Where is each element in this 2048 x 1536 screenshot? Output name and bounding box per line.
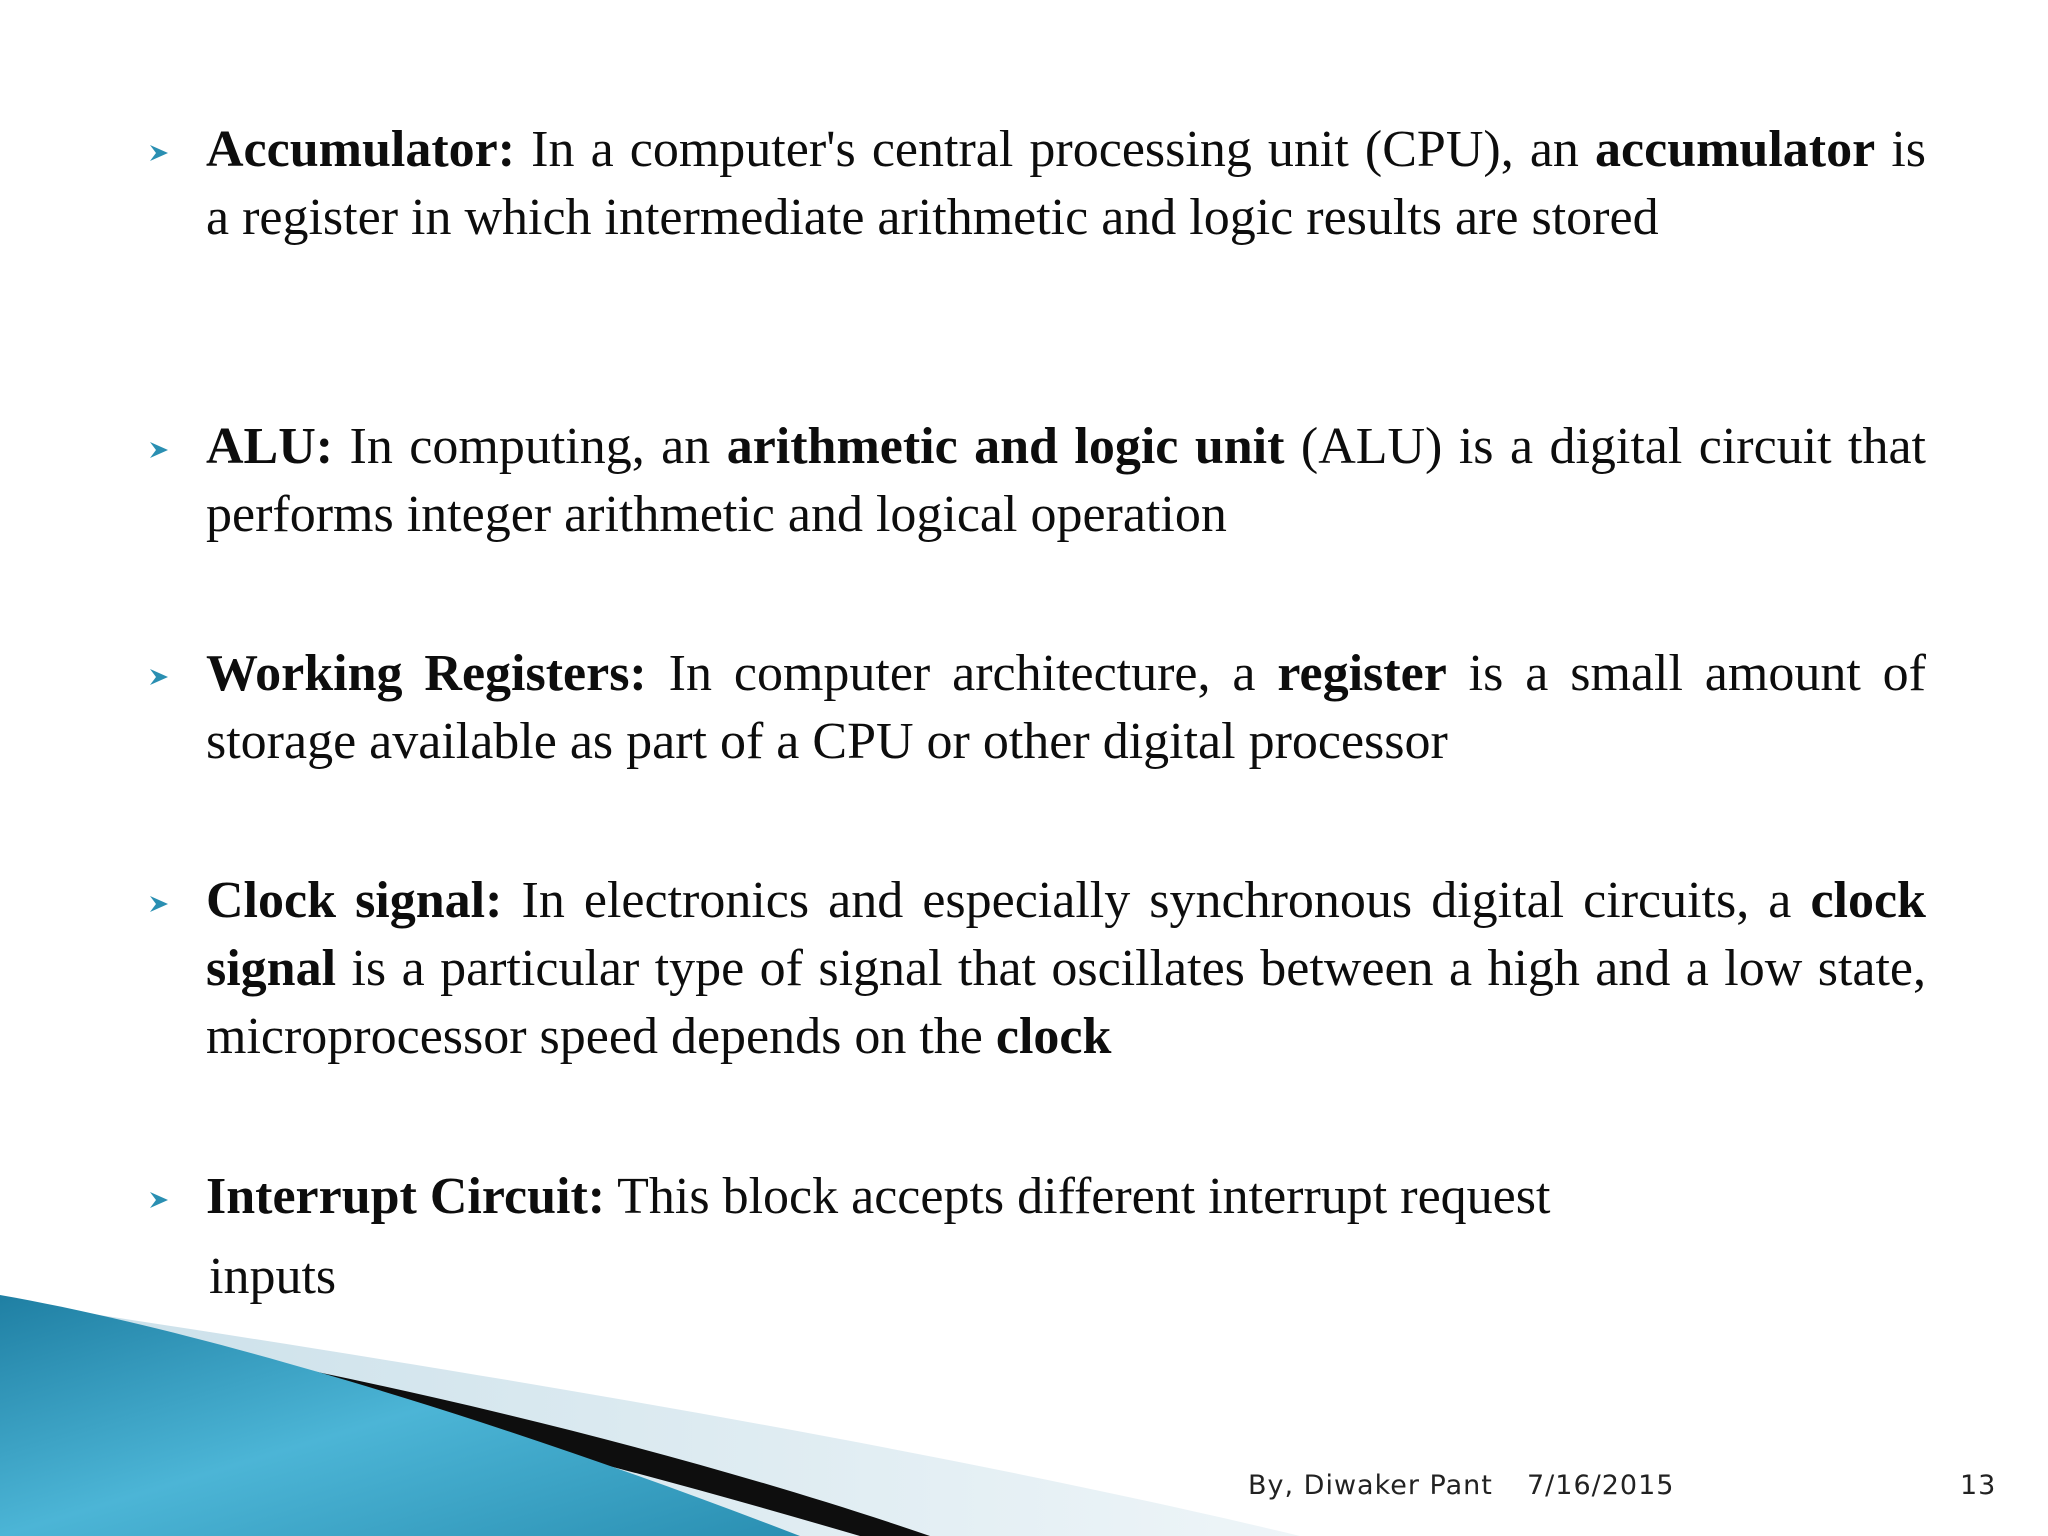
term: Clock signal: xyxy=(206,872,503,929)
interrupt-continuation-text: inputs xyxy=(209,1248,337,1305)
bullet-interrupt-circuit xyxy=(206,1163,1926,1231)
term: clock xyxy=(995,1008,1112,1065)
text: In computer architecture, a xyxy=(646,645,1278,702)
text: (ALU) is a digital circuit that performs integer arithmetic and logical operation xyxy=(206,418,1926,543)
bullet-alu xyxy=(206,413,1926,549)
term: Working Registers: xyxy=(206,645,647,702)
arrow-bullet-icon xyxy=(148,142,170,164)
term: register xyxy=(1277,645,1447,702)
bullet-working-registers xyxy=(206,640,1926,776)
arrow-bullet-icon xyxy=(148,893,170,915)
text: is a particular type of signal that oscillates between a high and a low state, microprocessor speed depends on the xyxy=(206,940,1926,1065)
footer-page-number: 13 xyxy=(1960,1470,1997,1501)
footer-author: By, Diwaker Pant xyxy=(1248,1470,1493,1501)
bullet-accumulator xyxy=(206,116,1926,252)
arrow-bullet-icon xyxy=(148,439,170,461)
text: In electronics and especially synchronous digital circuits, a xyxy=(502,872,1811,929)
footer-date: 7/16/2015 xyxy=(1527,1470,1675,1501)
text: In a computer's central processing unit (CPU), an xyxy=(515,121,1596,178)
text: In computing, an xyxy=(333,418,727,475)
text: This block accepts different interrupt request xyxy=(605,1168,1551,1225)
bullet-clock-signal xyxy=(206,867,1926,1071)
arrow-bullet-icon xyxy=(148,1189,170,1211)
term: Interrupt Circuit: xyxy=(206,1168,606,1225)
term: Accumulator: xyxy=(206,121,516,178)
text: is a small amount of storage available as part of a CPU or other digital processor xyxy=(206,645,1926,770)
arrow-bullet-icon xyxy=(148,666,170,688)
text: is a register in which intermediate arithmetic and logic results are stored xyxy=(206,121,1926,246)
term: clock signal xyxy=(206,872,1926,997)
term: arithmetic and logic unit xyxy=(726,418,1285,475)
term: ALU: xyxy=(206,418,334,475)
term: accumulator xyxy=(1595,121,1876,178)
